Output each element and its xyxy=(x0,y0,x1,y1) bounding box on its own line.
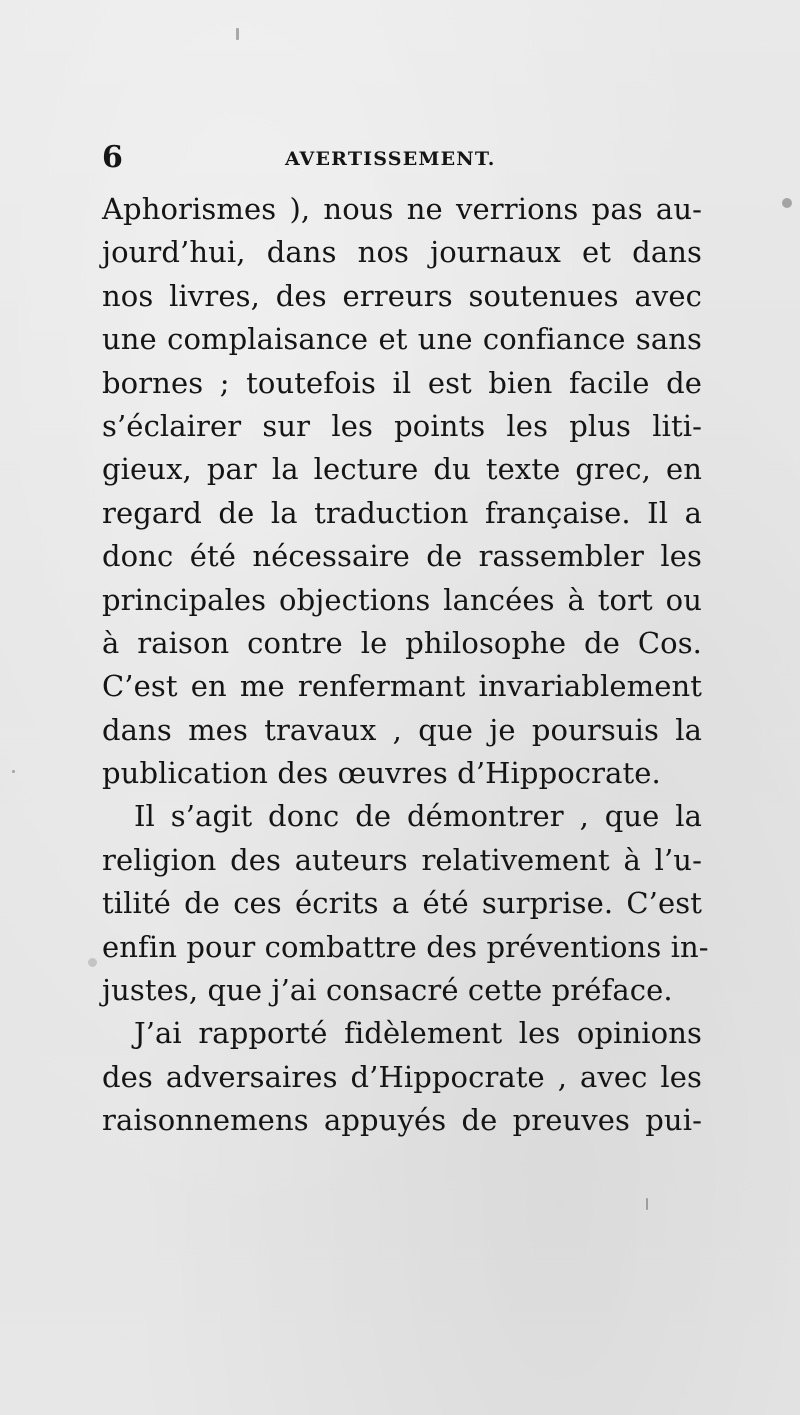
text-line: Il s’agit donc de démontrer , que la xyxy=(134,799,702,834)
text-line: religion des auteurs relativement à l’u- xyxy=(102,842,702,877)
text-line: des adversaires d’Hippocrate , avec les xyxy=(102,1059,702,1094)
paper-speck xyxy=(236,28,239,40)
text-line: publication des œuvres d’Hippocrate. xyxy=(102,756,661,791)
text-line: une complaisance et une confiance sans xyxy=(102,322,702,357)
paper-speck xyxy=(782,198,792,208)
text-line: bornes ; toutefois il est bien facile de xyxy=(102,365,702,400)
text-line: à raison contre le philosophe de Cos. xyxy=(102,625,702,660)
body-text xyxy=(102,188,709,1143)
text-line: gieux, par la lecture du texte grec, en xyxy=(102,452,702,487)
page-header xyxy=(100,140,700,180)
paper-speck xyxy=(646,1198,648,1210)
paper-speck xyxy=(12,770,15,773)
paper-speck xyxy=(88,958,97,967)
text-line: tilité de ces écrits a été surprise. C’est xyxy=(102,886,702,921)
text-line: raisonnemens appuyés de preuves pui- xyxy=(102,1103,702,1138)
text-line: jourd’hui, dans nos journaux et dans xyxy=(102,235,702,270)
text-line: donc été nécessaire de rassembler les xyxy=(102,539,702,574)
text-line: J’ai rapporté fidèlement les opinions xyxy=(134,1016,702,1051)
text-line: enfin pour combattre des préventions in- xyxy=(102,929,709,964)
text-line: C’est en me renfermant invariablement xyxy=(102,669,702,704)
text-line: Aphorismes ), nous ne verrions pas au- xyxy=(102,192,702,226)
text-line: principales objections lancées à tort ou xyxy=(102,582,702,617)
text-line: nos livres, des erreurs soutenues avec xyxy=(102,278,702,313)
running-head: AVERTISSEMENT. xyxy=(285,148,496,170)
text-line: regard de la traduction française. Il a xyxy=(102,495,702,530)
text-line: justes, que j’ai consacré cette préface. xyxy=(102,973,673,1008)
text-line: s’éclairer sur les points les plus liti- xyxy=(102,408,702,443)
text-line: dans mes travaux , que je poursuis la xyxy=(102,712,702,747)
page-number: 6 xyxy=(102,140,124,175)
